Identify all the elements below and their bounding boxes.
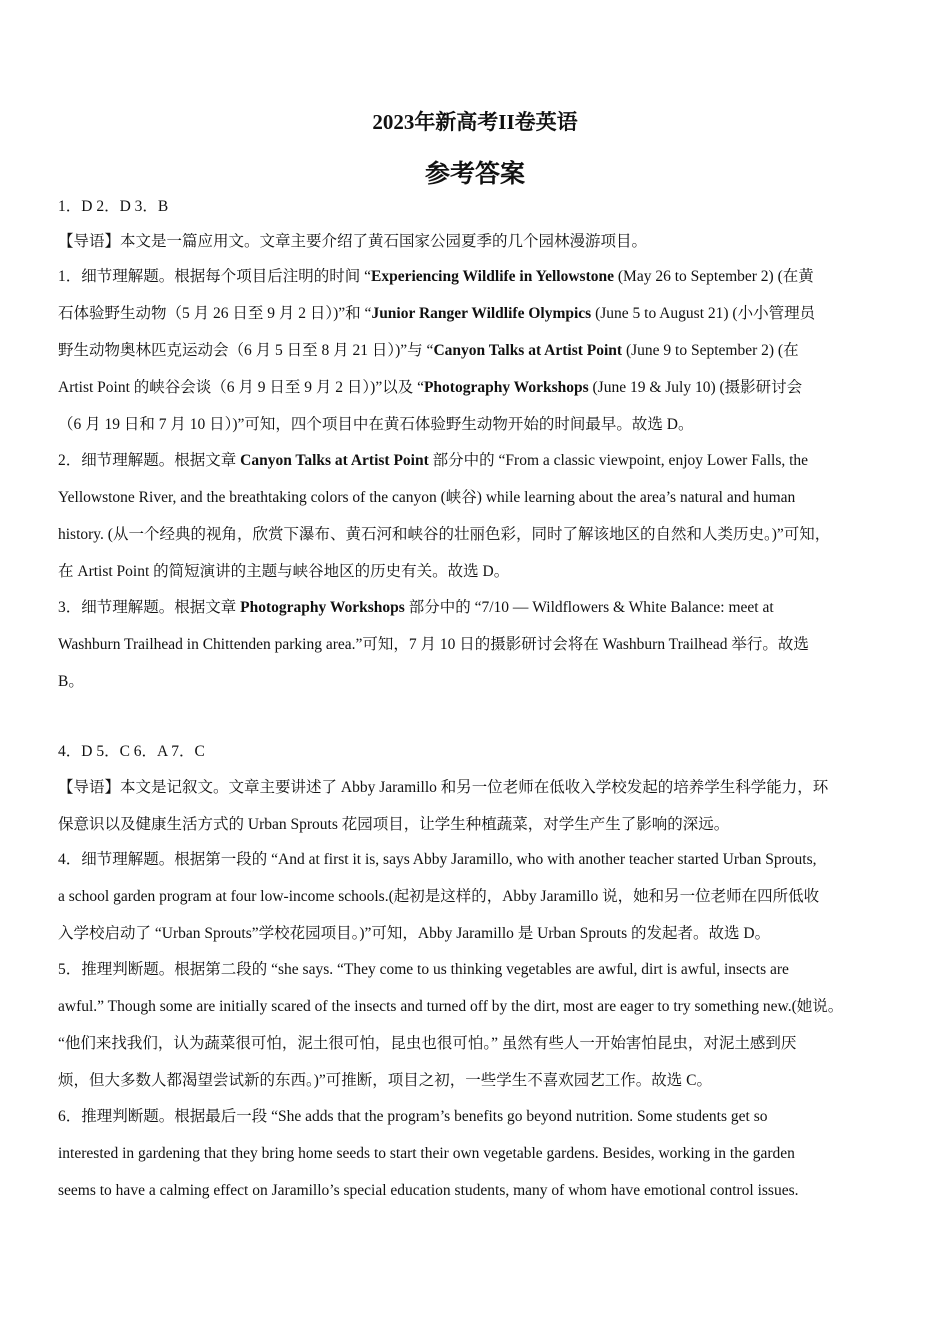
answers-4-7: 4．D 5．C 6．A 7．C xyxy=(58,743,205,760)
q4-line-1: 4．细节理解题。根据第一段的 “And at first it is, says Abby Jaramillo, who with another teacher started Urban Sprouts, xyxy=(58,851,817,868)
q1-line-2: 石体验野生动物（5 月 26 日至 9 月 2 日）)”和 “Junior Ranger Wildlife Olympics (June 5 to August 21) (小小管理员 xyxy=(58,305,816,322)
guide-2-line-1: 【导语】本文是记叙文。文章主要讲述了 Abby Jaramillo 和另一位老师在低收入学校发起的培养学生科学能力，环 xyxy=(58,779,829,796)
q2-line-1: 2．细节理解题。根据文章 Canyon Talks at Artist Point 部分中的 “From a classic viewpoint, enjoy Lower Falls, the xyxy=(58,452,809,469)
q1-line-4: Artist Point 的峡谷会谈（6 月 9 日至 9 月 2 日）)”以及 “Photography Workshops (June 19 & July 10) (摄影研讨会 xyxy=(58,379,803,396)
q6-line-3: seems to have a calming effect on Jaramillo’s special education students, many of whom have emotional control issues. xyxy=(58,1182,799,1199)
q1-line-5: （6 月 19 日和 7 月 10 日）)”可知，四个项目中在黄石体验野生动物开始的时间最早。故选 D。 xyxy=(58,416,694,433)
document-title: 2023年新高考II卷英语 xyxy=(372,110,578,134)
q2-line-2: Yellowstone River, and the breathtaking colors of the canyon (峡谷) while learning about the area’s natural and human xyxy=(58,489,796,506)
q1-line-1: 1．细节理解题。根据每个项目后注明的时间 “Experiencing Wildlife in Yellowstone (May 26 to September 2) (在黄 xyxy=(58,268,814,285)
answers-1-3: 1．D 2．D 3．B xyxy=(58,198,169,215)
q3-line-1: 3．细节理解题。根据文章 Photography Workshops 部分中的 “7/10 — Wildflowers & White Balance: meet at xyxy=(58,599,774,616)
q5-line-2: awful.” Though some are initially scared of the insects and turned off by the dirt, most are eager to try something new.(她说。 xyxy=(58,998,844,1015)
q2-line-4: 在 Artist Point 的简短演讲的主题与峡谷地区的历史有关。故选 D。 xyxy=(58,563,510,580)
q3-line-3: B。 xyxy=(58,673,84,690)
q4-line-3: 入学校启动了 “Urban Sprouts”学校花园项目。)”可知，Abby Jaramillo 是 Urban Sprouts 的发起者。故选 D。 xyxy=(58,925,771,942)
guide-1: 【导语】本文是一篇应用文。文章主要介绍了黄石国家公园夏季的几个园林漫游项目。 xyxy=(58,233,648,250)
document-subtitle: 参考答案 xyxy=(424,161,525,188)
q4-line-2: a school garden program at four low-income schools.(起初是这样的，Abby Jaramillo 说，她和另一位老师在四所低收 xyxy=(58,888,820,905)
q6-line-2: interested in gardening that they bring home seeds to start their own vegetable gardens. Besides, working in the garden xyxy=(58,1145,795,1162)
q6-line-1: 6．推理判断题。根据最后一段 “She adds that the program’s benefits go beyond nutrition. Some students get so xyxy=(58,1108,768,1125)
q5-line-1: 5．推理判断题。根据第二段的 “she says. “They come to us thinking vegetables are awful, dirt is awful, insects are xyxy=(58,961,789,978)
q3-line-2: Washburn Trailhead in Chittenden parking area.”可知，7 月 10 日的摄影研讨会将在 Washburn Trailhead 举行。故选 xyxy=(58,636,809,653)
guide-2-line-2: 保意识以及健康生活方式的 Urban Sprouts 花园项目，让学生种植蔬菜，对学生产生了影响的深远。 xyxy=(58,816,730,833)
q1-line-3: 野生动物奥林匹克运动会（6 月 5 日至 8 月 21 日）)”与 “Canyon Talks at Artist Point (June 9 to September 2) (在 xyxy=(58,342,799,359)
q5-line-3: “他们来找我们，认为蔬菜很可怕，泥土很可怕，昆虫也很可怕。” 虽然有些人一开始害怕昆虫，对泥土感到厌 xyxy=(58,1035,797,1052)
q5-line-4: 烦，但大多数人都渴望尝试新的东西。)”可推断，项目之初，一些学生不喜欢园艺工作。故选 C。 xyxy=(58,1072,713,1089)
q2-line-3: history. (从一个经典的视角，欣赏下瀑布、黄石河和峡谷的壮丽色彩，同时了解该地区的自然和人类历史。)”可知， xyxy=(58,526,831,543)
